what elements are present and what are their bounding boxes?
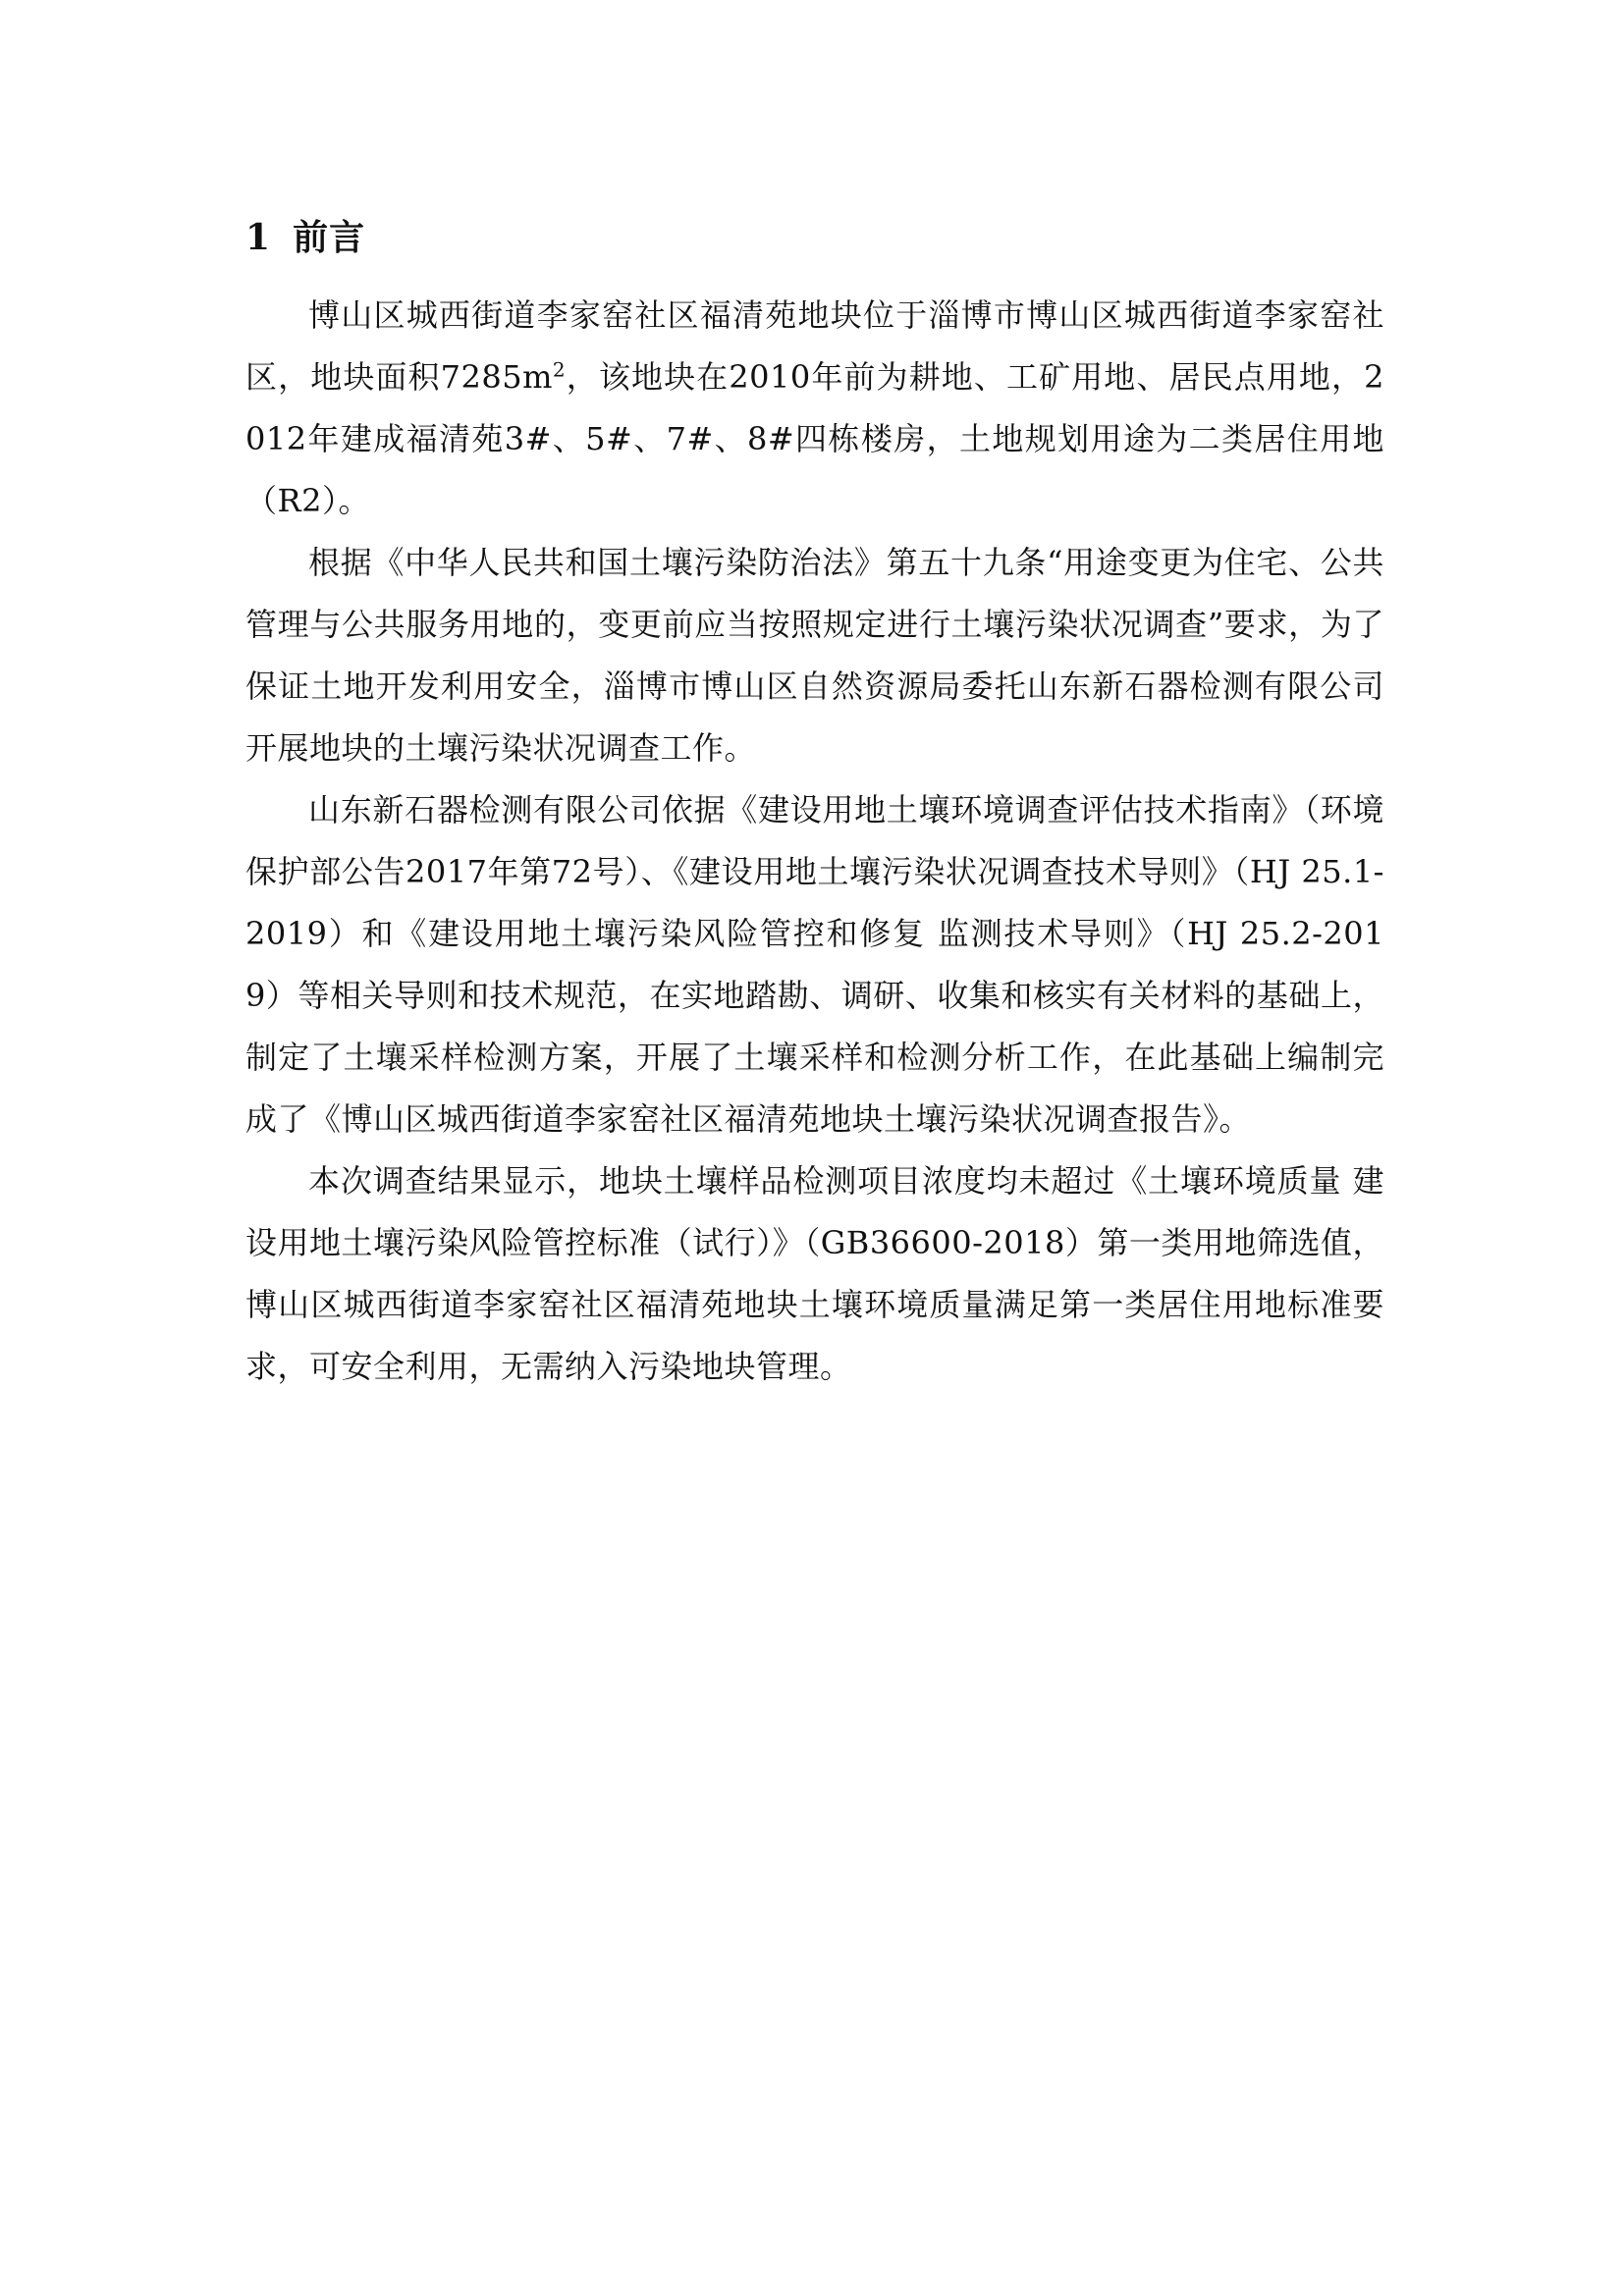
section-heading (245, 208, 365, 267)
paragraph-methodology: 山东新石器检测有限公司依据《建设用地土壤环境调查评估技术指南》（环境保护部公告2017年第72号）、《建设用地土壤污染状况调查技术导则》（HJ 25.1-2019）和《建设用地土壤污染风险管控和修复 监测技术导则》（HJ 25.2-2019）等相关导则和技术规范，在实地踏勘、调研、收集和核实有关材料的基础上，制定了土壤采样检测方案，开展了土壤采样和检测分析工作，在此基础上编制完成了《博山区城西街道李家窑社区福清苑地块土壤污染状况调查报告》。 (245, 791, 1384, 1138)
paragraph-site-overview-part2: ，该地块在2010年前为耕地、工矿用地、居民点用地，2012年建成福清苑3#、5#、7#、8#四栋楼房，土地规划用途为二类居住用地（R2）。 (245, 358, 1384, 519)
section-number: 1 (245, 217, 272, 258)
paragraph-site-overview (245, 285, 1384, 532)
section-title: 前言 (293, 217, 366, 258)
section-body (245, 285, 1384, 1398)
paragraph-legal-basis: 根据《中华人民共和国土壤污染防治法》第五十九条“用途变更为住宅、公共管理与公共服务用地的，变更前应当按照规定进行土壤污染状况调查”要求，为了保证土地开发利用安全，淄博市博山区自然资源局委托山东新石器检测有限公司开展地块的土壤污染状况调查工作。 (245, 544, 1384, 767)
paragraph-conclusion: 本次调查结果显示，地块土壤样品检测项目浓度均未超过《土壤环境质量 建设用地土壤污染风险管控标准（试行）》（GB36600-2018）第一类用地筛选值，博山区城西街道李家窑社区福清苑地块土壤环境质量满足第一类居住用地标准要求，可安全利用，无需纳入污染地块管理。 (245, 1162, 1384, 1385)
area-unit-superscript: 2 (552, 357, 567, 382)
paragraph-site-overview-part1: 博山区城西街道李家窑社区福清苑地块位于淄博市博山区城西街道李家窑社区，地块面积7285m (245, 296, 1384, 396)
